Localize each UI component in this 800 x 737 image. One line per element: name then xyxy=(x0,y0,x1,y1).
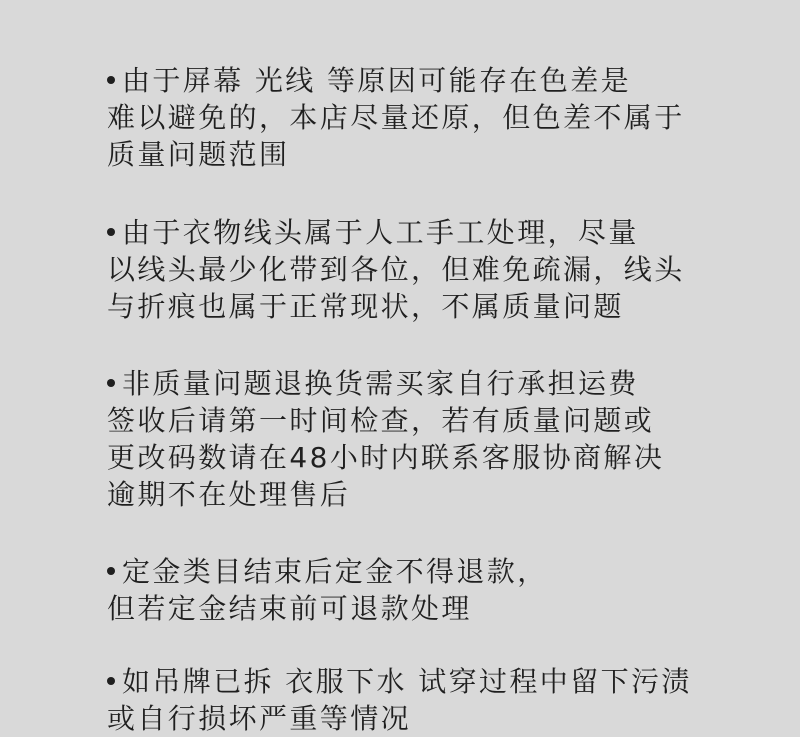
notice-line: 以线头最少化带到各位，但难免疏漏，线头 xyxy=(107,253,685,286)
notice-item-returns xyxy=(107,365,664,513)
notice-line: 逾期不在处理售后 xyxy=(107,478,351,511)
notice-line: 如吊牌已拆 衣服下水 试穿过程中留下污渍 xyxy=(107,663,692,700)
notice-line: 非质量问题退换货需买家自行承担运费 xyxy=(107,365,664,402)
notice-line: 由于屏幕 光线 等原因可能存在色差是 xyxy=(107,62,685,99)
notice-line: 或自行损坏严重等情况 xyxy=(107,702,412,735)
notice-line: 由于衣物线头属于人工手工处理，尽量 xyxy=(107,214,685,251)
bullet-dot-icon xyxy=(107,677,115,685)
notice-line: 定金类目结束后定金不得退款， xyxy=(107,553,548,590)
notice-line: 质量问题范围 xyxy=(107,138,290,171)
notice-line: 难以避免的，本店尽量还原，但色差不属于 xyxy=(107,101,685,134)
notice-line: 签收后请第一时间检查，若有质量问题或 xyxy=(107,404,655,437)
notice-line: 但若定金结束前可退款处理 xyxy=(107,592,472,625)
notice-item-deposit xyxy=(107,553,548,627)
notice-item-color-difference xyxy=(107,62,685,173)
bullet-dot-icon xyxy=(107,228,115,236)
bullet-dot-icon xyxy=(107,379,115,387)
notice-item-tag-removed xyxy=(107,663,692,737)
bullet-dot-icon xyxy=(107,567,115,575)
bullet-dot-icon xyxy=(107,76,115,84)
notice-line: 与折痕也属于正常现状，不属质量问题 xyxy=(107,290,624,323)
notice-line: 更改码数请在48小时内联系客服协商解决 xyxy=(107,441,665,474)
notice-item-thread-ends xyxy=(107,214,685,325)
